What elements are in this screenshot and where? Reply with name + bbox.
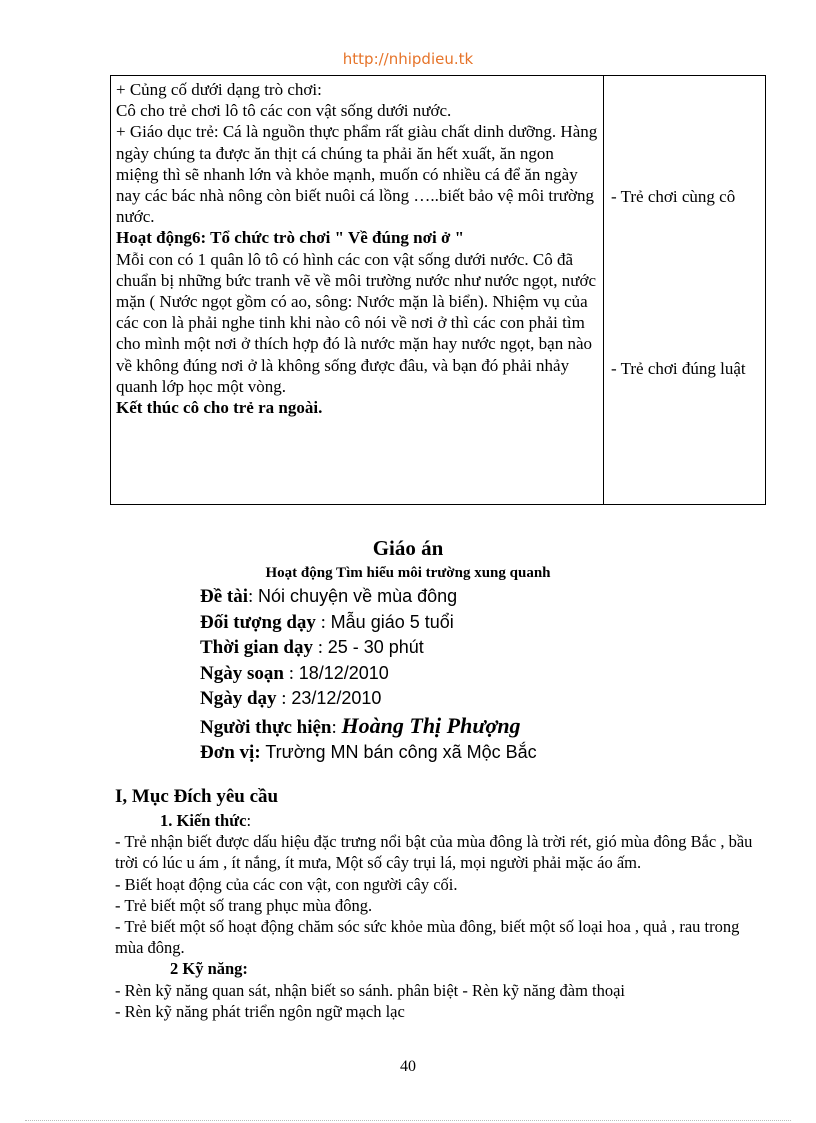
table-right-note-1: - Trẻ chơi cùng cô [611,187,736,206]
table-left-cell [116,79,598,418]
info-sep: : [283,662,299,684]
table-para-5: Kết thúc cô cho trẻ ra ngoài. [116,398,323,418]
info-row-teacher [200,714,537,741]
subsection-colon: : [246,811,252,830]
info-value: 18/12/2010 [298,662,389,683]
info-sep: : [315,611,331,633]
page-number: 40 [400,1058,416,1075]
info-sep: : [331,716,342,738]
table-para-3: Hoạt động6: Tổ chức trò chơi " Về đúng nơi ở " [116,228,465,248]
knowledge-line-3: - Trẻ biết một số hoạt động chăm sóc sức khỏe mùa đông, biết một số loại hoa , quả , rau trong mùa đông. [115,917,740,958]
info-sep: : [248,586,259,607]
header-url: http://nhipdieu.tk [342,50,474,68]
info-label: Thời gian dạy [200,637,313,658]
table-right-note-2: - Trẻ chơi đúng luật [611,359,746,378]
info-label: Đối tượng dạy [200,611,316,633]
info-row-duration [200,635,537,661]
info-row-unit [200,740,537,766]
activity-table [110,75,766,505]
knowledge-line-1: - Biết hoạt động của các con vật, con người cây cối. [115,874,458,894]
skills-line-1: - Rèn kỹ năng phát triển ngôn ngữ mạch lạc [115,1001,405,1021]
info-row-prepared-date [200,661,537,687]
info-value: Trường MN bán công xã Mộc Bắc [260,742,537,762]
page-bottom-rule [25,1120,791,1121]
section-heading: I, Mục Đích yêu cầu [115,786,279,807]
info-label: Ngày soạn [200,662,284,684]
info-row-audience [200,610,537,636]
info-sep: : [312,637,328,658]
info-value: 25 - 30 phút [327,637,424,657]
info-label: Ngày dạy [200,688,277,709]
info-value: Nói chuyện về mùa đông [258,586,458,606]
table-column-divider [603,76,604,504]
subsection-skills-heading: 2 Kỹ năng: [170,959,248,979]
info-label: Đề tài [200,586,249,607]
skills-line-0: - Rèn kỹ năng quan sát, nhận biết so sánh. phân biệt - Rèn kỹ năng đàm thoại [115,980,626,1000]
table-para-2: + Giáo dục trẻ: Cá là nguồn thực phẩm rất giàu chất dinh dưỡng. Hàng ngày chúng ta được ăn thịt cá chúng ta phải ăn hết xuất, ăn ngon miệng thì sẽ nhanh lớn và khỏe mạnh, muốn có nhiều cá để ăn ngày nay các bác nhà nông còn biết nuôi cá lồng …..biết bảo vệ môi trường nước. [116,122,598,227]
info-value: 23/12/2010 [291,688,382,708]
knowledge-line-0: - Trẻ nhận biết được dấu hiệu đặc trưng nổi bật của mùa đông là trời rét, gió mùa đông Bắc , bầu trời có lúc u ám , ít nắng, ít mưa, Một số cây trụi lá, mọi người phải mặc áo ấm. [115,832,753,873]
lesson-title: Giáo án [372,536,444,560]
info-label: Đơn vị: [200,742,261,763]
info-sep: : [276,688,292,709]
objectives-section [115,784,765,1022]
info-value: Mẫu giáo 5 tuổi [330,611,454,632]
lesson-subtitle: Hoạt động Tìm hiểu môi trường xung quanh [265,565,551,581]
table-para-0: + Củng cố dưới dạng trò chơi: [116,80,322,99]
table-para-4: Mỗi con có 1 quân lô tô có hình các con vật sống dưới nước. Cô đã chuẩn bị những bức tranh vẽ về môi trường nước như nước ngọt, nước mặn ( Nước ngọt gồm có ao, sông: Nước mặn là biển). Nhiệm vụ của các con là phải nghe tinh khi nào cô nói về nơi ở thì các con phải tìm cho mình một nơi ở thích hợp đó là nước mặn hay nước ngọt, bạn nào về không đúng nơi ở là không sống được đâu, và bạn đó phải nhảy quanh lớp học một vòng. [116,249,597,396]
subsection-knowledge [115,810,765,831]
info-label: Người thực hiện [200,716,332,738]
table-para-1: Cô cho trẻ chơi lô tô các con vật sống dưới nước. [116,101,452,121]
subsection-heading: 1. Kiến thức [160,811,247,830]
info-row-teaching-date [200,686,537,712]
lesson-info [200,584,537,766]
teacher-name: Hoàng Thị Phượng [341,712,521,738]
info-row-topic [200,584,537,610]
knowledge-line-2: - Trẻ biết một số trang phục mùa đông. [115,895,373,915]
